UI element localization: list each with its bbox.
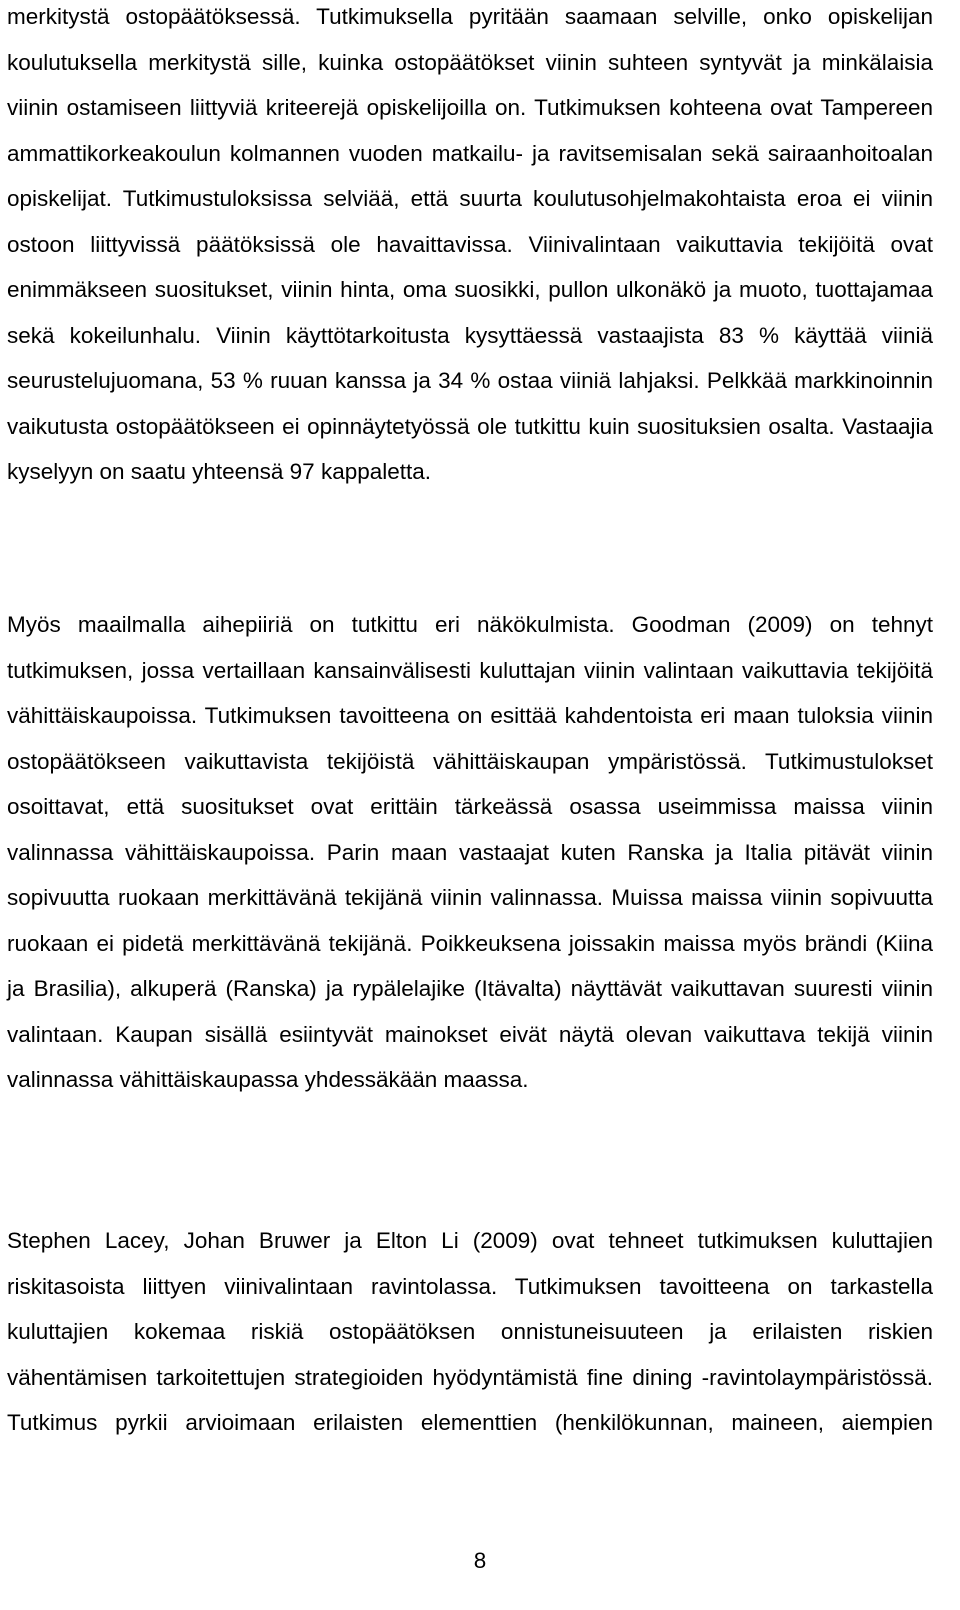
paragraph-2: Myös maailmalla aihepiiriä on tutkittu eri näkökulmista. Goodman (2009) on tehnyt tutkimuksen, jossa vertaillaan kansainvälisesti kuluttajan viinin valintaan vaikuttavia tekijöitä vähittäiskaupoissa. Tutkimuksen tavoitteena on esittää kahdentoista eri maan tuloksia viinin ostopäätökseen vaikuttavista tekijöistä vähittäiskaupan ympäristössä. Tutkimustulokset osoittavat, että suositukset ovat erittäin tärkeässä osassa useimmissa maissa viinin valinnassa vähittäiskaupoissa. Parin maan vastaajat kuten Ranska ja Italia pitävät viinin sopivuutta ruokaan merkittävänä tekijänä viinin valinnassa. Muissa maissa viinin sopivuutta ruokaan ei pidetä merkittävänä tekijänä. Poikkeuksena joissakin maissa myös brändi (Kiina ja Brasilia), alkuperä (Ranska) ja rypälelajike (Itävalta) näyttävät vaikuttavan suuresti viinin valintaan. Kaupan sisällä esiintyvät mainokset eivät näytä olevan vaikuttava tekijä viinin valinnassa vähittäiskaupassa yhdessäkään maassa. — [7, 612, 933, 1092]
paragraph-3: Stephen Lacey, Johan Bruwer ja Elton Li (2009) ovat tehneet tutkimuksen kuluttajien riskitasoista liittyen viinivalintaan ravintolassa. Tutkimuksen tavoitteena on tarkastella kuluttajien kokemaa riskiä ostopäätöksen onnistuneisuuteen ja erilaisten riskien vähentämisen tarkoitettujen strategioiden hyödyntämistä fine dining -ravintolaympäristössä. Tutkimus pyrkii arvioimaan erilaisten elementtien (henkilökunnan, maineen, aiempien — [7, 1228, 933, 1435]
paragraph-1: merkitystä ostopäätöksessä. Tutkimuksella pyritään saamaan selville, onko opiskelijan koulutuksella merkitystä sille, kuinka ostopäätökset viinin suhteen syntyvät ja minkälaisia viinin ostamiseen liittyviä kriteerejä opiskelijoilla on. Tutkimuksen kohteena ovat Tampereen ammattikorkeakoulun kolmannen vuoden matkailu- ja ravitsemisalan sekä sairaanhoitoalan opiskelijat. Tutkimustuloksissa selviää, että suurta koulutusohjelmakohtaista eroa ei viinin ostoon liittyvissä päätöksissä ole havaittavissa. Viinivalintaan vaikuttavia tekijöitä ovat enimmäkseen suositukset, viinin hinta, oma suosikki, pullon ulkonäkö ja muoto, tuottajamaa sekä kokeilunhalu. Viinin käyttötarkoitusta kysyttäessä vastaajista 83 % käyttää viiniä seurustelujuomana, 53 % ruuan kanssa ja 34 % ostaa viiniä lahjaksi. Pelkkää markkinoinnin vaikutusta ostopäätökseen ei opinnäytetyössä ole tutkittu kuin suosituksien osalta. Vastaajia kyselyyn on saatu yhteensä 97 kappaletta. — [7, 4, 933, 484]
page-number: 8 — [473, 1548, 487, 1573]
